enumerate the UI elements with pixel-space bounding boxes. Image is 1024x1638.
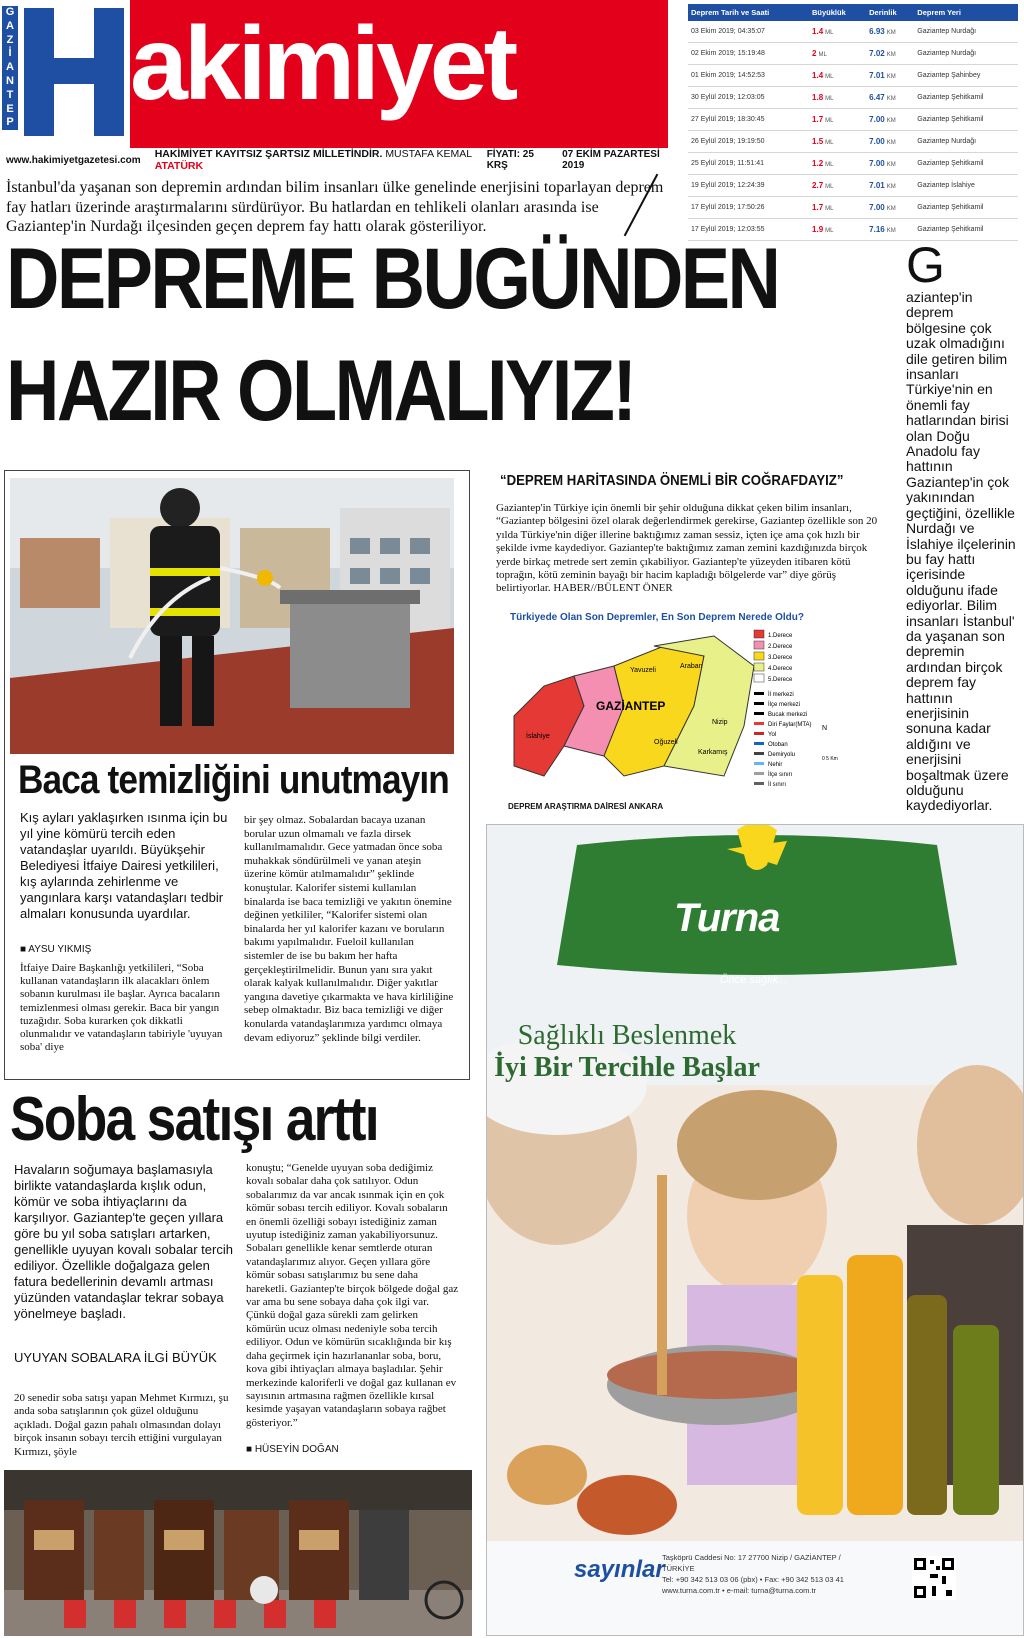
ad-headline-1: Sağlıklı Beslenmek (517, 1020, 737, 1051)
table-cell: 02 Ekim 2019; 15:19:48 (688, 43, 809, 65)
table-header: Deprem Yeri (914, 4, 1018, 21)
table-row (688, 109, 1018, 131)
table-cell: 7.00 KM (866, 197, 914, 219)
legend-label: Bucak merkezi (768, 712, 808, 718)
lead-paragraph: İstanbul'da yaşanan son depremin ardından bilim insanları ülke genelinde enerjisini toparlayan deprem fay hatları üzerinde araştırmalarını sürdürüyor. Bu hatlardan en tehlikeli olanları arasında ise Gaziantep'in Nurdağı ilçesinden geçen deprem fay hattı olarak gösteriliyor. (6, 179, 664, 235)
legend-label: İl merkezi (768, 692, 794, 698)
map-title: Türkiyede Olan Son Depremler, En Son Deprem Nerede Oldu? (510, 612, 804, 623)
earthquake-table (688, 4, 1018, 241)
qr-code-icon[interactable] (912, 1556, 956, 1600)
map-legend (754, 630, 812, 788)
legend-swatch (754, 630, 764, 638)
ad-headline-2: İyi Bir Tercihle Başlar (494, 1052, 760, 1083)
table-cell: 03 Ekim 2019; 04:35:07 (688, 21, 809, 43)
soba-body-col1: 20 senedir soba satışı yapan Mehmet Kırmızı, şu anda soba satışlarının çok güzel olduğunu açıkladı. Doğal gazın pahalı olmasından dolayı birçok insanın sobayı tercih ettiğini vurgulayan Kırmızı, şöyle (14, 1392, 229, 1458)
legend-label: Otoban (768, 742, 788, 748)
map-place: Araban (680, 663, 703, 670)
table-row (688, 175, 1018, 197)
quote-body: Gaziantep'in Türkiye için önemli bir şehir olduğuna dikkat çeken bilim insanları, “Gaziantep bölgesini özel olarak değerlendirmek gerekirse, Gaziantep özellikle son 20 yılda Türkiye'nin diğer illerine baktığımız zaman sessiz, içten içe ama çok hızlı bir şekilde ivme kaydediyor. Gaziantep'te baktığımız zaman zemini kazdığınızda birçok yerde birkaç metrede sert zemin çıkabiliyor. Gaziantep'te yüzeyden itibaren kötü toprağın, kötü zeminin bayağı bir hacim kapladığı bölgelerde var” diye görüş belirtiyorlar. HABER//BÜLENT ÖNER (496, 502, 878, 595)
map-place: Yavuzeli (630, 667, 656, 674)
ad-company-logo: sayınlar (574, 1556, 665, 1583)
legend-swatch (754, 641, 764, 649)
map-credit: DEPREM ARAŞTIRMA DAİRESİ ANKARA (508, 802, 664, 811)
table-cell: Gaziantep Şehitkamil (914, 87, 1018, 109)
table-row (688, 21, 1018, 43)
baca-byline: ■ AYSU YIKMIŞ (20, 944, 92, 955)
legend-symbol (754, 782, 764, 785)
table-row (688, 153, 1018, 175)
motto: HAKİMİYET KAYITSIZ ŞARTSIZ MİLLETİNDİR. MUSTAFA KEMAL ATATÜRK (154, 148, 473, 172)
soba-body-col2: konuştu; “Genelde uyuyan soba dediğimiz kovalı sobalar daha çok satılıyor. Odun sobalarımız da var ancak ısınmak için en çok kömür sobası tercih ediliyor. Kovalı sobaların en önemli özelliği sobayı istediğiniz zaman uyutup istediğiniz zaman yakabiliyorsunuz. Sobaları genellikle kenar semtlerde oturan vatandaşlarımız alıyor. Geçen yıllara göre kömür sobası satışlarımız bu sene daha hareketli. Gaziantep'te birçok bölgede doğal gaz var ama bu sene sobaya daha çok ilgi var. Çünkü doğal gaza sürekli zam gelirken kömürün ucuz olması nedeniyle soba tercih ediliyor. Odun ve kömürün sıcaklığında bir kış daha geçirmek için hazırlananlar soba, boru, kova gibi ihtiyaçları almaya başladılar. Şehir merkezinde kaloriferli ve doğal gaz kullanan ev sayısının artmasına rağmen özellikle kırsal kesimde yaşayan vatandaşların sobaya rağbet gösteriyor.” (246, 1162, 459, 1429)
table-cell: 2 ML (809, 43, 866, 65)
table-row (688, 197, 1018, 219)
legend-symbol (754, 732, 764, 735)
city-vertical-label: G A Z İ A N T E P (2, 6, 18, 130)
table-cell: 26 Eylül 2019; 19:19:50 (688, 131, 809, 153)
legend-swatch (754, 652, 764, 660)
stove-shop-photo (4, 1470, 472, 1636)
legend-label: 2.Derece (768, 644, 793, 650)
price: FİYATI: 25 KRŞ (486, 149, 534, 171)
soba-lead: Havaların soğumaya başlamasıyla birlikte vatandaşlarda kışlık odun, kömür ve soba ihtiyaçlarını da karşılıyor. Gaziantep'te geçen yıllara göre bu yıl soba satışları artarken, genellikle uyuyan kovalı sobalar tercih ediliyor. Özellikle doğalgaza gelen fatura bedellerinin devamlı artması yüzünden vatandaşlar tekrar sobaya yönelmeye başladı. (14, 1162, 233, 1321)
legend-symbol (754, 692, 764, 695)
quote-headline: “DEPREM HARİTASINDA ÖNEMLİ BİR COĞRAFDAYIZ” (500, 472, 844, 489)
table-cell: 25 Eylül 2019; 11:51:41 (688, 153, 809, 175)
table-cell: Gaziantep Şehitkamil (914, 197, 1018, 219)
ad-web-link[interactable]: www.turna.com.tr • e-mail: turna@turna.com.tr (662, 1586, 817, 1595)
map-place: Oğuzeli (654, 739, 678, 746)
legend-symbol (754, 712, 764, 715)
legend-label: Nehir (768, 762, 783, 768)
map-place: Karkamış (698, 749, 728, 756)
map-north: N (822, 725, 828, 732)
table-row (688, 87, 1018, 109)
table-header: Büyüklük (809, 4, 866, 21)
soba-headline: Soba satışı arttı (10, 1085, 378, 1154)
legend-label: İlçe sınırı (768, 772, 793, 778)
table-header: Derinlik (866, 4, 914, 21)
table-cell: 7.02 KM (866, 43, 914, 65)
map-place: Nizip (712, 719, 728, 726)
table-cell: 1.4 ML (809, 65, 866, 87)
table-cell: 1.4 ML (809, 21, 866, 43)
table-row (688, 43, 1018, 65)
ad-illustration (487, 825, 1024, 1636)
masthead-subline (0, 148, 668, 172)
legend-label: İlçe merkezi (768, 702, 801, 708)
issue-date: 07 EKİM PAZARTESİ 2019 (562, 149, 660, 171)
table-cell: 1.9 ML (809, 219, 866, 241)
table-cell: 6.93 KM (866, 21, 914, 43)
table-cell: 1.8 ML (809, 87, 866, 109)
legend-label: 1.Derece (768, 633, 793, 639)
table-cell: 17 Eylül 2019; 12:03:55 (688, 219, 809, 241)
legend-label: Diri Faylar(MTA) (768, 722, 812, 728)
legend-swatch (754, 663, 764, 671)
table-cell: 19 Eylül 2019; 12:24:39 (688, 175, 809, 197)
table-cell: 7.00 KM (866, 153, 914, 175)
table-cell: 17 Eylül 2019; 17:50:26 (688, 197, 809, 219)
website-link[interactable]: www.hakimiyetgazetesi.com (6, 154, 141, 166)
table-row (688, 131, 1018, 153)
legend-symbol (754, 722, 764, 725)
legend-swatch (754, 674, 764, 682)
baca-body-col1: İtfaiye Daire Başkanlığı yetkilileri, “Soba kullanan vatandaşların ilk alacakları önlem sobanın kurulması ile başlar. Ayrıca bacaların temizlenmesi olması gerekir. Baca bir yangın tuzağıdır. Soba kurarken çok dikkatli olunmalıdır ve vatandaşların tabiriyle 'uyuyan soba' diye (20, 962, 223, 1054)
soba-subhead: UYUYAN SOBALARA İLGİ BÜYÜK (14, 1350, 217, 1365)
drop-cap: G (906, 237, 945, 293)
table-cell: 6.47 KM (866, 87, 914, 109)
table-cell: Gaziantep İslahiye (914, 175, 1018, 197)
table-cell: Gaziantep Şehitkamil (914, 219, 1018, 241)
legend-symbol (754, 742, 764, 745)
table-cell: Gaziantep Şehitkamil (914, 153, 1018, 175)
legend-symbol (754, 702, 764, 705)
map-place: İslahiye (526, 733, 550, 740)
table-cell: 7.00 KM (866, 131, 914, 153)
table-cell: 1.7 ML (809, 109, 866, 131)
ad-tagline: Önce sağlık... (720, 974, 788, 986)
table-cell: Gaziantep Şehitkamil (914, 109, 1018, 131)
legend-symbol (754, 762, 764, 765)
table-cell: 1.5 ML (809, 131, 866, 153)
ad-brand: Turna (674, 896, 780, 940)
map-city-label: GAZİANTEP (596, 699, 666, 713)
table-cell: 1.2 ML (809, 153, 866, 175)
legend-symbol (754, 752, 764, 755)
table-cell: 30 Eylül 2019; 12:03:05 (688, 87, 809, 109)
table-cell: 2.7 ML (809, 175, 866, 197)
firefighter-chimney-photo (10, 478, 454, 754)
table-cell: Gaziantep Nurdağı (914, 21, 1018, 43)
legend-label: 3.Derece (768, 655, 793, 661)
legend-symbol (754, 772, 764, 775)
table-row (688, 65, 1018, 87)
soba-byline: ■ HÜSEYİN DOĞAN (246, 1444, 339, 1455)
right-column-text: aziantep'in deprem bölgesine çok uzak olmadığını dile getiren bilim insanları Türkiye'nin en önemli fay hatlarından birisi olan Doğu Anadolu fay hattının Gaziantep'in çok yakınından geçtiğini, özellikle Nurdağı ve İslahiye ilçelerinin bu fay hattı içerisinde olduğunu ifade ediyorlar. Bilim insanları İstanbul' da yaşanan son depremin ardından birçok deprem fay hattının enerjisinin sonuna kadar aldığını ve enerjisini boşaltmak üzere olduğunu kaydediyorlar. (906, 289, 1016, 814)
table-cell: 7.16 KM (866, 219, 914, 241)
table-cell: Gaziantep Şahinbey (914, 65, 1018, 87)
earthquake-zone-map (504, 626, 904, 814)
logo-h-mark (24, 8, 124, 136)
table-cell: Gaziantep Nurdağı (914, 43, 1018, 65)
baca-body-col2: bir şey olmaz. Sobalardan bacaya uzanan borular uzun olmamalı ve fazla dirsek kullanılmamalıdır. Gece yatmadan önce soba muhakkak söndürülmeli ve yanan ateşin üzerine kömür atılmamalıdır” şeklinde konuştular. Kalorifer sistemi kullanılan binalarda ise baca temizliği ve yakıtın önemine değinen yetkililer, “Kalorifer sistemi olan binalarda her yıl kalorifer kazanı ve boruların bakımı yapılmalıdır. Fueloil kullanılan sistemler de ise bu bakım her hafta gerçekleştirilmelidir. Bunun yanı sıra yakıt olarak kalyak kullanılmalıdır. Diğer yakıtlar yangına davetiye çıkarmakta ve hava kirliliğine sebep olmaktadır. Biz baca temizliği ve diğer konularda vatandaşlarımıza yardımcı olmaya devam ediyoruz” şeklinde bilgi verdiler. (244, 814, 454, 1044)
baca-lead: Kış ayları yaklaşırken ısınma için bu yıl yine kömürü tercih eden vatandaşlar uyarıldı. Büyükşehir Belediyesi İtfaiye Dairesi yetkilileri, kış aylarında zehirlenme ve yangınlara karşı vatandaşları tedbir almaları konusunda uyardılar. (20, 810, 228, 921)
main-headline-line2: HAZIR OLMALIYIZ! (6, 343, 635, 439)
baca-headline: Baca temizliğini unutmayın (18, 758, 449, 802)
table-cell: 01 Ekim 2019; 14:52:53 (688, 65, 809, 87)
logo-wordmark[interactable]: akimiyet (130, 6, 515, 122)
turna-advertisement[interactable] (486, 824, 1024, 1636)
map-scale: 0 5 Km (822, 756, 838, 762)
table-cell: 1.7 ML (809, 197, 866, 219)
table-cell: 7.00 KM (866, 109, 914, 131)
legend-label: Demiryolu (768, 752, 796, 758)
ad-contact: Taşköprü Caddesi No: 17 27700 Nizip / GAZİANTEP / TÜRKİYE Tel: +90 342 513 03 06 (pbx) • Fax: +90 342 513 03 41 www.turna.com.tr • e-mail: turna@turna.com.tr (662, 1552, 862, 1596)
table-cell: 27 Eylül 2019; 18:30:45 (688, 109, 809, 131)
table-cell: 7.01 KM (866, 65, 914, 87)
legend-label: İl sınırı (768, 782, 787, 788)
main-headline-line1: DEPREME BUGÜNDEN (6, 231, 779, 327)
legend-label: 5.Derece (768, 677, 793, 683)
legend-label: 4.Derece (768, 666, 793, 672)
table-cell: Gaziantep Nurdağı (914, 131, 1018, 153)
table-header: Deprem Tarih ve Saati (688, 4, 809, 21)
legend-label: Yol (768, 732, 777, 738)
table-cell: 7.01 KM (866, 175, 914, 197)
